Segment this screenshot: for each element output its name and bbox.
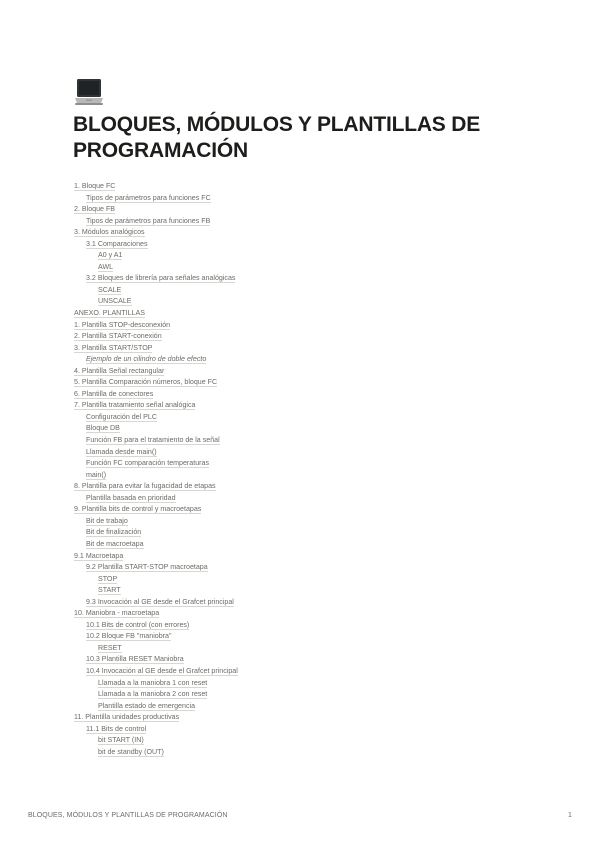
toc-item[interactable]: [74, 296, 534, 308]
toc-link[interactable]: Tipos de parámetros para funciones FB: [86, 216, 211, 225]
toc-item[interactable]: [74, 481, 534, 493]
page-icon: [74, 77, 104, 109]
toc-link[interactable]: Bit de macroetapa: [86, 539, 144, 548]
toc-item[interactable]: [74, 250, 534, 262]
toc-link[interactable]: main(): [86, 470, 107, 479]
toc-item[interactable]: [74, 308, 534, 320]
toc-link[interactable]: 2. Plantilla START-conexión: [74, 332, 162, 341]
toc-link[interactable]: 5. Plantilla Comparación números, bloque FC: [74, 378, 218, 387]
toc-link[interactable]: Llamada a la maniobra 2 con reset: [98, 690, 208, 699]
toc-item[interactable]: [74, 389, 534, 401]
toc-item[interactable]: [74, 527, 534, 539]
toc-link[interactable]: Bit de finalización: [86, 528, 142, 537]
toc-item[interactable]: [74, 354, 534, 366]
toc-item[interactable]: [74, 654, 534, 666]
toc-item[interactable]: [74, 423, 534, 435]
toc-link[interactable]: 10.1 Bits de control (con errores): [86, 620, 190, 629]
toc-link[interactable]: 3. Módulos analógicos: [74, 228, 145, 237]
laptop-icon: [74, 77, 104, 109]
toc-link[interactable]: SCALE: [98, 285, 122, 294]
toc-link[interactable]: 3. Plantilla START/STOP: [74, 343, 153, 352]
toc-link[interactable]: 8. Plantilla para evitar la fugacidad de etapas: [74, 482, 216, 491]
toc-item[interactable]: [74, 701, 534, 713]
toc-link[interactable]: Tipos de parámetros para funciones FC: [86, 193, 211, 202]
toc-link[interactable]: 10. Maniobra - macroetapa: [74, 609, 160, 618]
toc-item[interactable]: [74, 320, 534, 332]
toc-item[interactable]: [74, 735, 534, 747]
toc-link[interactable]: 4. Plantilla Señal rectangular: [74, 366, 165, 375]
toc-item[interactable]: [74, 574, 534, 586]
toc-item[interactable]: [74, 239, 534, 251]
toc-link[interactable]: Plantilla basada en prioridad: [86, 493, 176, 502]
toc-link[interactable]: bit START (IN): [98, 736, 144, 745]
toc-item[interactable]: [74, 262, 534, 274]
toc-link[interactable]: 9.1 Macroetapa: [74, 551, 124, 560]
toc-link[interactable]: A0 y A1: [98, 251, 123, 260]
toc-link[interactable]: AWL: [98, 262, 114, 271]
table-of-contents: [74, 181, 534, 758]
toc-link[interactable]: 9.2 Plantilla START-STOP macroetapa: [86, 563, 208, 572]
toc-link[interactable]: 2. Bloque FB: [74, 205, 116, 214]
toc-item[interactable]: [74, 747, 534, 759]
toc-link[interactable]: 9.3 Invocación al GE desde el Grafcet principal: [86, 597, 234, 606]
toc-link[interactable]: bit de standby (OUT): [98, 747, 164, 756]
toc-item[interactable]: [74, 400, 534, 412]
toc-item[interactable]: [74, 689, 534, 701]
toc-link[interactable]: Configuración del PLC: [86, 412, 157, 421]
toc-item[interactable]: [74, 643, 534, 655]
toc-link[interactable]: 7. Plantilla tratamiento señal analógica: [74, 401, 196, 410]
toc-item[interactable]: [74, 285, 534, 297]
toc-link[interactable]: 6. Plantilla de conectores: [74, 389, 154, 398]
toc-link[interactable]: Llamada a la maniobra 1 con reset: [98, 678, 208, 687]
toc-item[interactable]: [74, 620, 534, 632]
toc-link[interactable]: 1. Plantilla STOP-desconexión: [74, 320, 171, 329]
toc-link[interactable]: Bloque DB: [86, 424, 120, 433]
footer-page-number: 1: [568, 812, 572, 819]
toc-link[interactable]: 3.1 Comparaciones: [86, 239, 148, 248]
toc-item[interactable]: [74, 470, 534, 482]
toc-item[interactable]: [74, 458, 534, 470]
toc-item[interactable]: [74, 724, 534, 736]
toc-link[interactable]: START: [98, 586, 121, 595]
toc-item[interactable]: [74, 216, 534, 228]
toc-link[interactable]: RESET: [98, 643, 122, 652]
toc-link[interactable]: UNSCALE: [98, 297, 132, 306]
toc-item[interactable]: [74, 181, 534, 193]
footer-title: BLOQUES, MÓDULOS Y PLANTILLAS DE PROGRAMACIÓN: [28, 812, 228, 819]
toc-link[interactable]: 1. Bloque FC: [74, 182, 116, 190]
toc-link[interactable]: 9. Plantilla bits de control y macroetapas: [74, 505, 202, 514]
toc-item[interactable]: [74, 712, 534, 724]
toc-item[interactable]: [74, 597, 534, 609]
page-title: BLOQUES, MÓDULOS Y PLANTILLAS DE PROGRAMACIÓN: [73, 113, 481, 162]
toc-link[interactable]: STOP: [98, 574, 118, 583]
toc-link[interactable]: 10.2 Bloque FB "maniobra": [86, 632, 172, 641]
toc-link[interactable]: 11. Plantilla unidades productivas: [74, 713, 180, 722]
toc-item[interactable]: [74, 551, 534, 563]
toc-item[interactable]: [74, 366, 534, 378]
toc-link[interactable]: Llamada desde main(): [86, 447, 157, 456]
toc-link[interactable]: Plantilla estado de emergencia: [98, 701, 196, 710]
toc-item[interactable]: [74, 493, 534, 505]
toc-link[interactable]: ANEXO. PLANTILLAS: [74, 309, 145, 318]
toc-item[interactable]: [74, 608, 534, 620]
toc-item[interactable]: [74, 273, 534, 285]
toc-item[interactable]: [74, 412, 534, 424]
toc-item[interactable]: [74, 435, 534, 447]
toc-item[interactable]: [74, 666, 534, 678]
toc-item[interactable]: [74, 585, 534, 597]
toc-link[interactable]: Función FB para el tratamiento de la señal: [86, 436, 220, 445]
toc-link[interactable]: Ejemplo de un cilindro de doble efecto: [86, 355, 207, 364]
toc-link[interactable]: 3.2 Bloques de librería para señales analógicas: [86, 274, 236, 283]
toc-item[interactable]: [74, 504, 534, 516]
toc-link[interactable]: Función FC comparación temperaturas: [86, 459, 210, 468]
toc-item[interactable]: [74, 193, 534, 205]
toc-item[interactable]: [74, 377, 534, 389]
toc-item[interactable]: [74, 227, 534, 239]
toc-link[interactable]: 10.3 Plantilla RESET Maniobra: [86, 655, 184, 664]
toc-item[interactable]: [74, 631, 534, 643]
toc-item[interactable]: [74, 539, 534, 551]
toc-item[interactable]: [74, 331, 534, 343]
toc-item[interactable]: [74, 204, 534, 216]
toc-link[interactable]: 10.4 Invocación al GE desde el Grafcet principal: [86, 666, 238, 675]
toc-item[interactable]: [74, 447, 534, 459]
toc-item[interactable]: [74, 678, 534, 690]
toc-item[interactable]: [74, 343, 534, 355]
toc-item[interactable]: [74, 562, 534, 574]
toc-link[interactable]: Bit de trabajo: [86, 516, 128, 525]
toc-link[interactable]: 11.1 Bits de control: [86, 724, 147, 733]
toc-item[interactable]: [74, 516, 534, 528]
